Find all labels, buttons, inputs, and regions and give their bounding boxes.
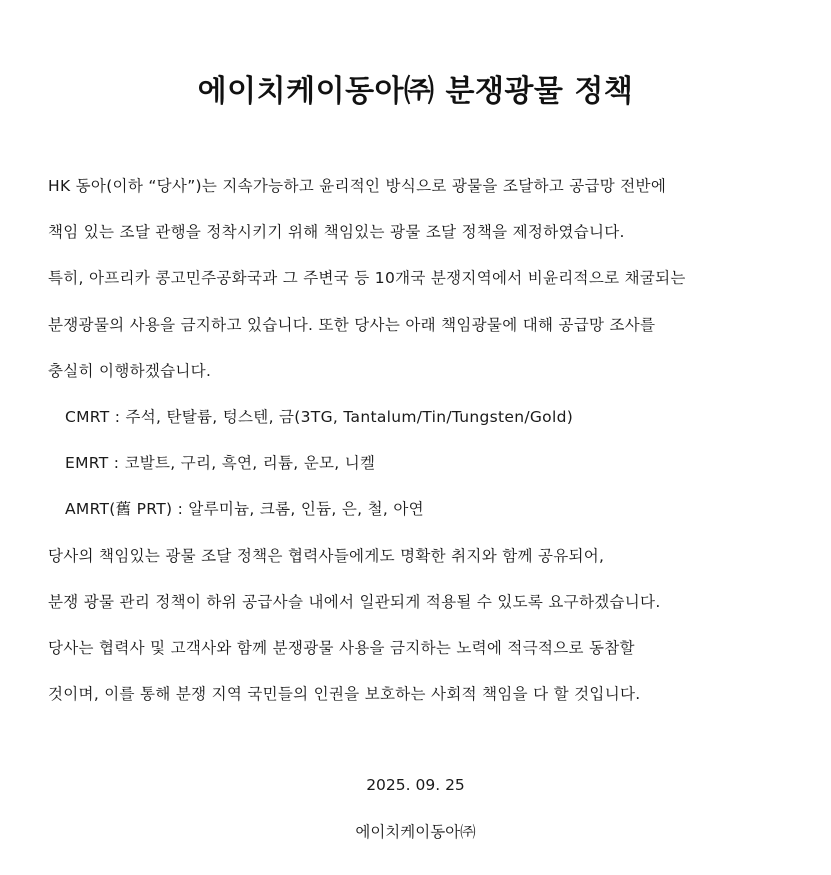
issue-date: 2025. 09. 25 <box>366 776 465 794</box>
page-title: 에이치케이동아㈜ 분쟁광물 정책 <box>197 74 634 109</box>
mineral-list-item-amrt: AMRT(舊 PRT) : 알루미늄, 크롬, 인듐, 은, 철, 아연 <box>65 500 424 519</box>
policy-line: 것이며, 이를 통해 분쟁 지역 국민들의 인권을 보호하는 사회적 책임을 다 할 것입니다. <box>48 685 641 704</box>
policy-body <box>48 172 823 726</box>
policy-line: 충실히 이행하겠습니다. <box>48 361 212 380</box>
policy-line: 당사의 책임있는 광물 조달 정책은 협력사들에게도 명확한 취지와 함께 공유되어, <box>48 546 605 565</box>
policy-line: 분쟁광물의 사용을 금지하고 있습니다. 또한 당사는 아래 책임광물에 대해 공급망 조사를 <box>48 315 656 334</box>
policy-line: 특히, 아프리카 콩고민주공화국과 그 주변국 등 10개국 분쟁지역에서 비윤리적으로 채굴되는 <box>48 269 686 288</box>
policy-line: 책임 있는 조달 관행을 정착시키기 위해 책임있는 광물 조달 정책을 제정하였습니다. <box>48 223 625 242</box>
company-signature: 에이치케이동아㈜ <box>355 823 476 841</box>
policy-line: 당사는 협력사 및 고객사와 함께 분쟁광물 사용을 금지하는 노력에 적극적으로 동참할 <box>48 638 635 657</box>
mineral-list-item-emrt: EMRT : 코발트, 구리, 흑연, 리튬, 운모, 니켈 <box>65 454 376 473</box>
policy-line: 분쟁 광물 관리 정책이 하위 공급사슬 내에서 일관되게 적용될 수 있도록 요구하겠습니다. <box>48 592 661 611</box>
mineral-list-item-cmrt: CMRT : 주석, 탄탈륨, 텅스텐, 금(3TG, Tantalum/Tin/Tungsten/Gold) <box>65 407 574 426</box>
policy-line: HK 동아(이하 “당사”)는 지속가능하고 윤리적인 방식으로 광물을 조달하고 공급망 전반에 <box>48 177 667 195</box>
